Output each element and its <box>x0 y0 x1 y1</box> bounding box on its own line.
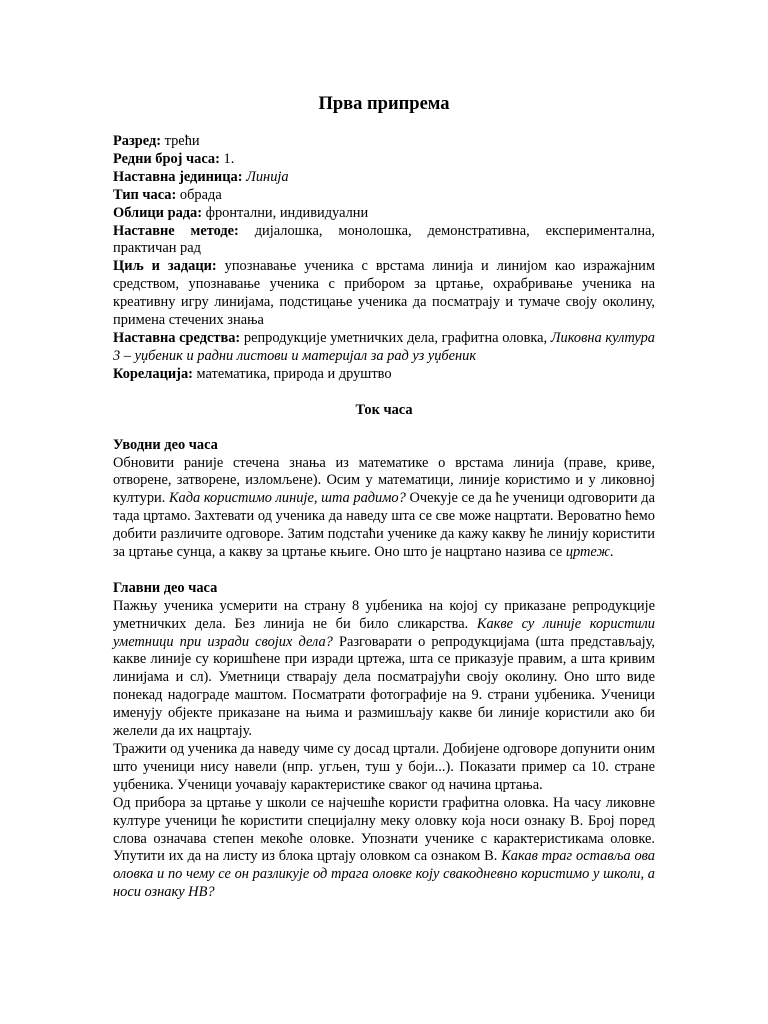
lesson-flow-heading: Ток часа <box>355 401 413 418</box>
meta-lesson-type-value: обрада <box>176 186 222 203</box>
intro-heading: Уводни део часа <box>113 436 218 453</box>
meta-teaching-unit-value: Линија <box>246 168 289 185</box>
main-text-b: Разговарати о репродукцијама (шта представљају, какве линије су коришћене при изради цртежа, шта се приказује правим, а шта кривим линијама и сл). Уметници стварају дела посматрајући своју околину. Оно што виде понекад надограде маштом. Посматрати фотографије на 9. страни уџбеника. Ученици именују објекте приказане на њима и размишљају какве би линије користили ако би желели да их нацртају. <box>113 633 655 740</box>
meta-grade-value: трећи <box>161 133 200 149</box>
main-question-2: Какав траг оставља ова оловка и по чему се он разликује од трага оловке коју свакодневно користимо у школи, а носи ознаку HB? <box>113 848 655 901</box>
page-title: Прва припрема <box>318 94 450 114</box>
meta-teaching-aids-book: Ликовна култура 3 – уџбеник и радни листови и материјал за рад уз уџбеник <box>113 329 655 364</box>
meta-lesson-type-label: Тип часа: <box>113 186 177 203</box>
meta-grade <box>113 133 655 151</box>
intro-text-a: Обновити раније стечена знања из математике о врстама линија (праве, криве, отворене, затворене, изломљене). Осим у математици, линије користимо и у ликовној култури. <box>113 454 655 507</box>
meta-teaching-aids-label: Наставна средства: <box>113 329 241 346</box>
meta-work-forms-label: Облици рада: <box>113 204 203 221</box>
intro-question: Када користимо линије, шта радимо? <box>168 490 406 507</box>
meta-teaching-aids-value: репродукције уметничких дела, графитна оловка, <box>240 329 551 346</box>
meta-goals <box>113 258 655 330</box>
meta-grade-label: Разред: <box>113 133 162 149</box>
meta-correlation <box>113 366 655 384</box>
intro-text-b: Очекује се да ће ученици одговорити да тада цртамо. Захтевати од ученика да наведу шта се све може нацртати. Вероватно ћемо добити различите одговоре. Затим подстаћи ученике да кажу какву ће линију користити за цртање сунца, а какву за цртање књиге. Оно што је нацртано назива се <box>113 490 656 561</box>
meta-correlation-value: математика, природа и друштво <box>192 365 392 382</box>
intro-paragraph <box>113 455 655 562</box>
meta-work-forms <box>113 205 655 223</box>
meta-lesson-number <box>113 151 655 169</box>
meta-teaching-unit <box>113 169 655 187</box>
intro-text-c: . <box>609 544 614 561</box>
meta-methods-label: Наставне методе: <box>113 222 239 239</box>
main-heading: Главни део часа <box>113 579 218 596</box>
meta-teaching-aids <box>113 330 655 366</box>
main-paragraph-2: Тражити од ученика да наведу чиме су досад цртали. Добијене одговоре допунити оним што ученици нису навели (нпр. угљен, туш у боји...). Показати пример са 10. стране уџбеника. Ученици уочавају карактеристике сваког од начина цртања. <box>113 740 655 793</box>
meta-goals-label: Циљ и задаци: <box>113 258 217 275</box>
meta-work-forms-value: фронтални, индивидуални <box>202 204 369 221</box>
main-text-c: Од прибора за цртање у школи се најчешће користи графитна оловка. На часу ликовне културе ученици ће користити специјалну меку оловку која носи ознаку B. Број поред слова означава степен мекоће оловке. Упознати ученике с карактеристикама оловке. Упутити их да на листу из блока цртају оловком са ознаком B. <box>113 794 655 865</box>
meta-lesson-number-label: Редни број часа: <box>113 150 220 167</box>
meta-lesson-type <box>113 187 655 205</box>
intro-term: цртеж <box>565 544 610 561</box>
main-paragraph-3 <box>113 795 655 902</box>
main-question-1: Какве су линије користили уметници при изради својих дела? <box>113 615 656 650</box>
meta-methods-value: дијалошка, монолошка, демонстративна, експериментална, практичан рад <box>113 222 656 257</box>
meta-lesson-number-value: 1. <box>219 150 235 167</box>
meta-goals-value: упознавање ученика с врстама линија и линијом као изражајним средством, упознавање ученика с прибором за цртање, охрабривање ученика на креативну игру линијама, подстицање ученика да посматрају и тумаче своју околину, примена стечених знања <box>113 258 655 329</box>
meta-methods <box>113 223 655 259</box>
main-paragraph-1 <box>113 598 655 741</box>
main-text-a: Пажњу ученика усмерити на страну 8 уџбеника на којој су приказане репродукције уметничких дела. Без линија не би било сликарства. <box>113 597 655 632</box>
meta-correlation-label: Корелација: <box>113 365 193 382</box>
meta-teaching-unit-label: Наставна јединица: <box>113 168 243 185</box>
lesson-metadata <box>113 133 655 384</box>
spacer <box>113 562 655 580</box>
document-body <box>113 93 655 902</box>
